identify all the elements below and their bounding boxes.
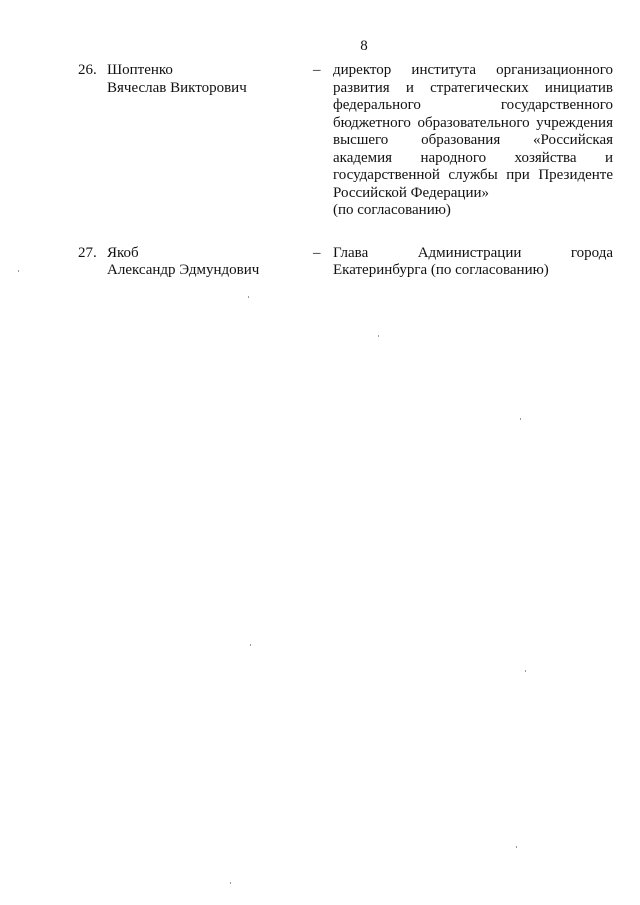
person-given-names: Вячеслав Викторович [107, 79, 247, 96]
entry-dash: – [313, 62, 321, 78]
scan-speck [248, 296, 249, 298]
person-name [107, 62, 307, 97]
list-item [0, 62, 640, 220]
member-list [0, 62, 640, 280]
description-line: (по согласованию) [333, 202, 451, 218]
person-name [107, 245, 307, 280]
scan-speck [520, 418, 521, 420]
position-description [333, 62, 613, 220]
description-line: Глава Администрации города [333, 244, 613, 261]
description-line: Российской Федерации» [333, 184, 490, 201]
page-number: 8 [360, 38, 368, 54]
scan-speck [250, 644, 251, 646]
description-line: высшего образования «Российская [333, 132, 613, 148]
scan-speck [18, 270, 19, 272]
person-given-names: Александр Эдмундович [107, 262, 260, 278]
description-line: развития и стратегических инициатив [333, 79, 613, 96]
entry-dash: – [313, 244, 321, 261]
description-line: директор института организационного [333, 62, 613, 78]
scan-speck [525, 670, 526, 672]
scan-speck [516, 846, 517, 848]
person-surname: Якоб [107, 244, 139, 261]
entry-number: 27. [78, 244, 97, 261]
person-surname: Шоптенко [107, 62, 173, 78]
description-line: федерального государственного [333, 97, 613, 113]
description-line: государственной службы при Президенте [333, 167, 613, 183]
list-item [0, 245, 640, 280]
position-description [333, 245, 613, 280]
entry-number: 26. [78, 62, 97, 78]
scan-speck [230, 882, 231, 884]
description-line: академия народного хозяйства и [333, 149, 613, 166]
scan-speck [378, 335, 379, 337]
description-line: Екатеринбурга (по согласованию) [333, 262, 549, 278]
description-line: бюджетного образовательного учреждения [333, 114, 613, 131]
